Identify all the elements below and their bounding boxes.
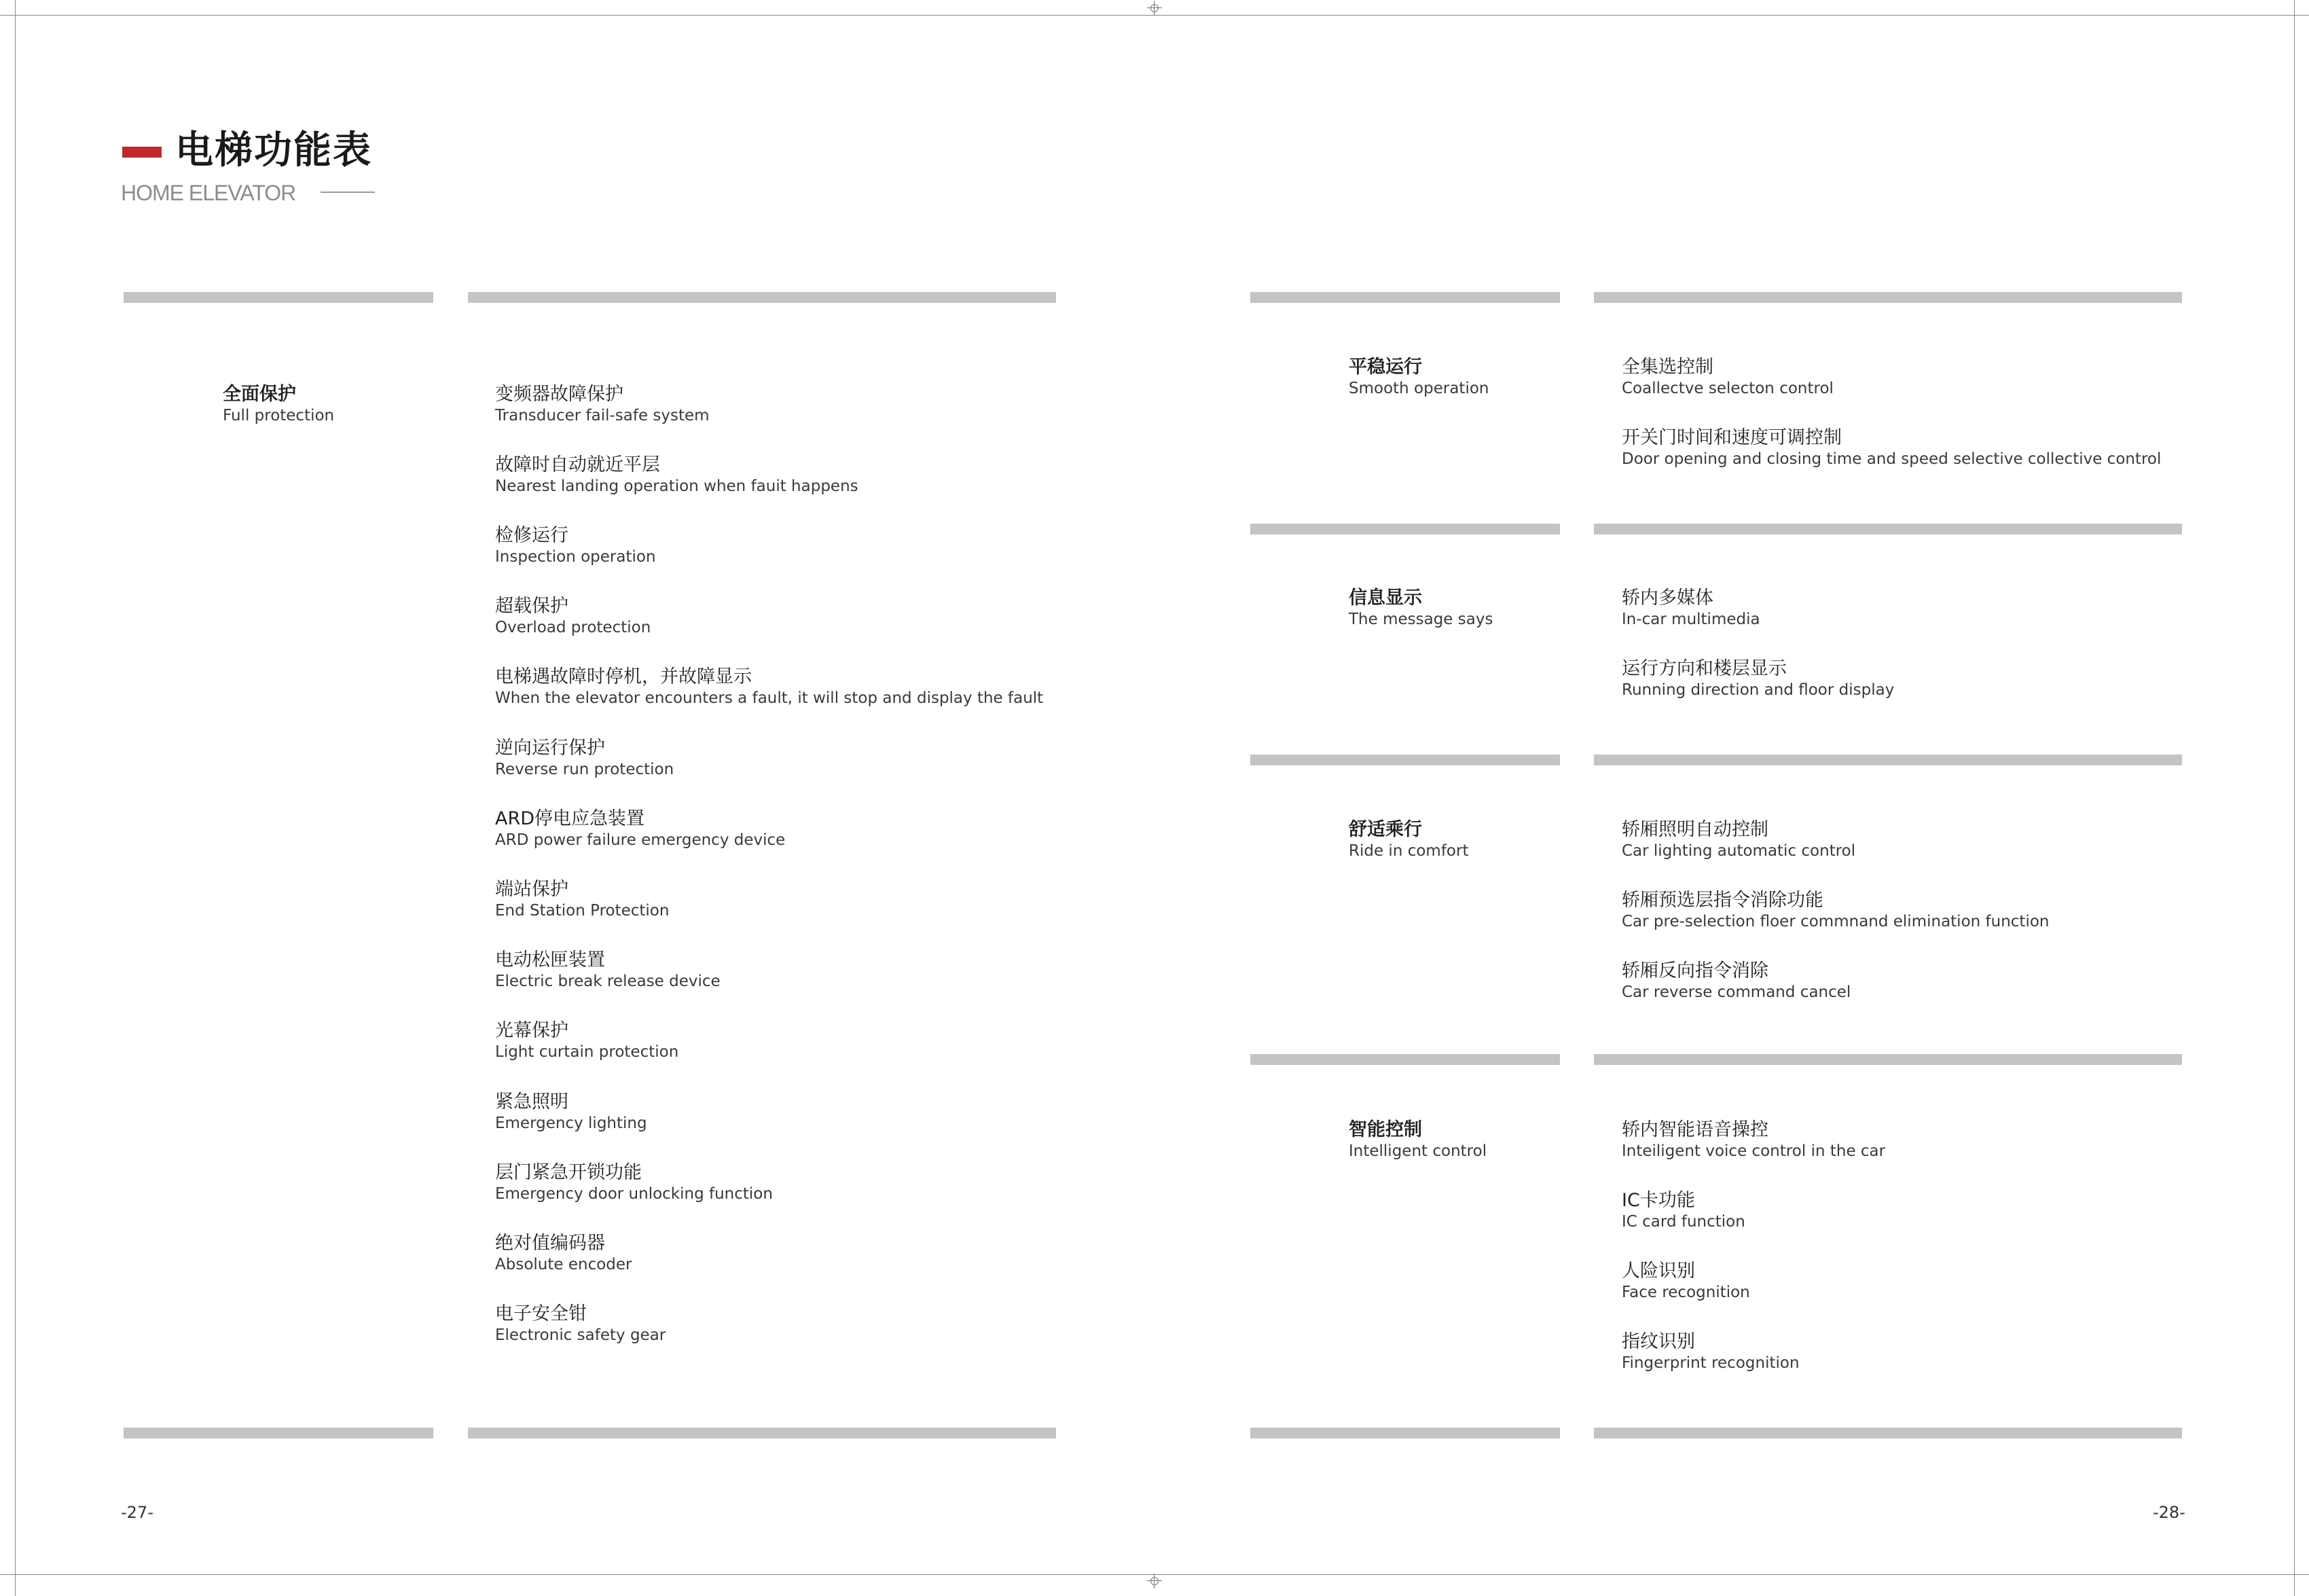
separator-bar	[1250, 292, 1560, 303]
category-en: Smooth operation	[1349, 380, 1489, 397]
feature-en: Car reverse command cancel	[1622, 983, 1851, 1001]
feature-en: Electronic safety gear	[495, 1326, 666, 1344]
feature-item	[495, 1303, 666, 1345]
feature-item	[495, 1091, 647, 1133]
feature-cn: 开关门时间和速度可调控制	[1622, 427, 1842, 448]
feature-item	[495, 1161, 773, 1203]
feature-cn: ARD停电应急装置	[495, 808, 645, 829]
feature-item	[1622, 356, 1834, 398]
feature-item	[1622, 1330, 1800, 1373]
category-cn: 舒适乘行	[1349, 819, 1422, 840]
feature-en: End Station Protection	[495, 902, 670, 920]
feature-en: Transducer fail-safe system	[495, 407, 710, 424]
feature-en: Car lighting automatic control	[1622, 842, 1856, 860]
registration-mark-bottom	[1147, 1574, 1162, 1589]
feature-cn: IC卡功能	[1622, 1190, 1695, 1211]
category-en: Ride in comfort	[1349, 842, 1469, 860]
separator-bar	[1250, 1054, 1560, 1065]
category-en: The message says	[1349, 611, 1493, 628]
feature-cn: 层门紧急开锁功能	[495, 1162, 642, 1183]
feature-en: Electric break release device	[495, 973, 721, 990]
feature-item	[1622, 1189, 1745, 1231]
category-ride-comfort	[1349, 818, 1468, 860]
feature-item	[1622, 1119, 1885, 1161]
separator-bar	[124, 292, 433, 303]
feature-item	[495, 595, 651, 637]
feature-en: Overload protection	[495, 619, 651, 636]
trim-line-left	[15, 0, 16, 1596]
feature-item	[495, 383, 710, 425]
feature-en: Light curtain protection	[495, 1043, 679, 1061]
separator-bar	[1250, 1428, 1560, 1438]
feature-item	[495, 737, 674, 779]
feature-item	[495, 454, 858, 496]
feature-cn: 故障时自动就近平层	[495, 454, 660, 475]
feature-item	[495, 878, 669, 920]
feature-cn: 轿厢照明自动控制	[1622, 819, 1768, 840]
feature-cn: 运行方向和楼层显示	[1622, 658, 1787, 679]
feature-en: Door opening and closing time and speed selective collective control	[1622, 450, 2162, 468]
feature-en: Nearest landing operation when fauit happens	[495, 477, 858, 495]
separator-bar	[1594, 292, 2182, 303]
feature-cn: 变频器故障保护	[495, 384, 623, 405]
feature-en: ARD power failure emergency device	[495, 831, 786, 849]
feature-en: Emergency lighting	[495, 1114, 647, 1132]
feature-en: Face recognition	[1622, 1284, 1750, 1301]
page-subtitle: HOME ELEVATOR	[121, 181, 296, 205]
feature-cn: 指纹识别	[1622, 1331, 1695, 1352]
category-cn: 平稳运行	[1349, 357, 1422, 378]
separator-bar	[1594, 1054, 2182, 1065]
category-message-display	[1349, 587, 1493, 629]
feature-cn: 检修运行	[495, 525, 568, 546]
feature-item	[495, 808, 785, 850]
feature-cn: 逆向运行保护	[495, 738, 605, 759]
feature-cn: 人险识别	[1622, 1261, 1695, 1282]
feature-cn: 紧急照明	[495, 1091, 568, 1112]
category-smooth-operation	[1349, 356, 1489, 398]
feature-cn: 轿厢预选层指令消除功能	[1622, 890, 1823, 911]
category-en: Intelligent control	[1349, 1142, 1487, 1160]
feature-cn: 电梯遇故障时停机，并故障显示	[495, 666, 752, 687]
feature-en: IC card function	[1622, 1213, 1745, 1231]
feature-en: When the elevator encounters a fault, it will stop and display the fault	[495, 689, 1044, 707]
feature-item	[1622, 889, 2050, 931]
feature-en: Coallectve selecton control	[1622, 380, 1834, 397]
page-title: 电梯功能表	[175, 128, 372, 173]
feature-cn: 全集选控制	[1622, 357, 1713, 378]
separator-bar	[1250, 755, 1560, 765]
feature-item	[495, 524, 656, 566]
feature-en: Emergency door unlocking function	[495, 1185, 773, 1203]
feature-cn: 超载保护	[495, 596, 568, 617]
feature-cn: 轿内智能语音操控	[1622, 1119, 1768, 1140]
category-cn: 全面保护	[223, 384, 296, 405]
feature-item	[1622, 657, 1894, 700]
feature-cn: 绝对值编码器	[495, 1233, 605, 1254]
feature-cn: 光幕保护	[495, 1020, 568, 1041]
feature-item	[495, 666, 1043, 708]
separator-bar	[1594, 1428, 2182, 1438]
feature-item	[1622, 960, 1851, 1002]
subtitle-rule	[321, 192, 375, 193]
feature-cn: 轿内多媒体	[1622, 587, 1713, 609]
feature-item	[495, 949, 721, 991]
feature-item	[1622, 818, 1855, 860]
separator-bar	[468, 1428, 1056, 1438]
page-number-left: -27-	[121, 1503, 153, 1522]
separator-bar	[468, 292, 1056, 303]
page-number-right: -28-	[2153, 1503, 2185, 1522]
feature-en: Absolute encoder	[495, 1256, 632, 1273]
feature-item	[1622, 1260, 1750, 1302]
feature-cn: 轿厢反向指令消除	[1622, 960, 1768, 981]
separator-bar	[1250, 524, 1560, 534]
feature-cn: 电动松匣装置	[495, 949, 605, 971]
registration-mark-top	[1147, 1, 1162, 16]
title-accent-bar	[122, 147, 162, 158]
category-full-protection	[223, 383, 334, 425]
feature-item	[495, 1019, 678, 1062]
category-cn: 智能控制	[1349, 1119, 1422, 1140]
feature-item	[495, 1232, 632, 1274]
feature-en: Running direction and floor display	[1622, 681, 1895, 699]
separator-bar	[124, 1428, 433, 1438]
feature-cn: 端站保护	[495, 879, 568, 900]
feature-en: Reverse run protection	[495, 761, 674, 778]
feature-en: Inspection operation	[495, 548, 656, 566]
separator-bar	[1594, 524, 2182, 534]
feature-en: Fingerprint recognition	[1622, 1354, 1800, 1372]
category-cn: 信息显示	[1349, 587, 1422, 609]
feature-en: In-car multimedia	[1622, 611, 1760, 628]
feature-en: Inteiligent voice control in the car	[1622, 1142, 1886, 1160]
feature-cn: 电子安全钳	[495, 1303, 587, 1324]
separator-bar	[1594, 755, 2182, 765]
feature-item	[1622, 587, 1760, 629]
category-en: Full protection	[223, 407, 335, 424]
category-intelligent-control	[1349, 1119, 1487, 1161]
feature-en: Car pre-selection floer commnand elimination function	[1622, 913, 2050, 930]
feature-item	[1622, 427, 2161, 469]
trim-line-right	[2294, 0, 2295, 1596]
